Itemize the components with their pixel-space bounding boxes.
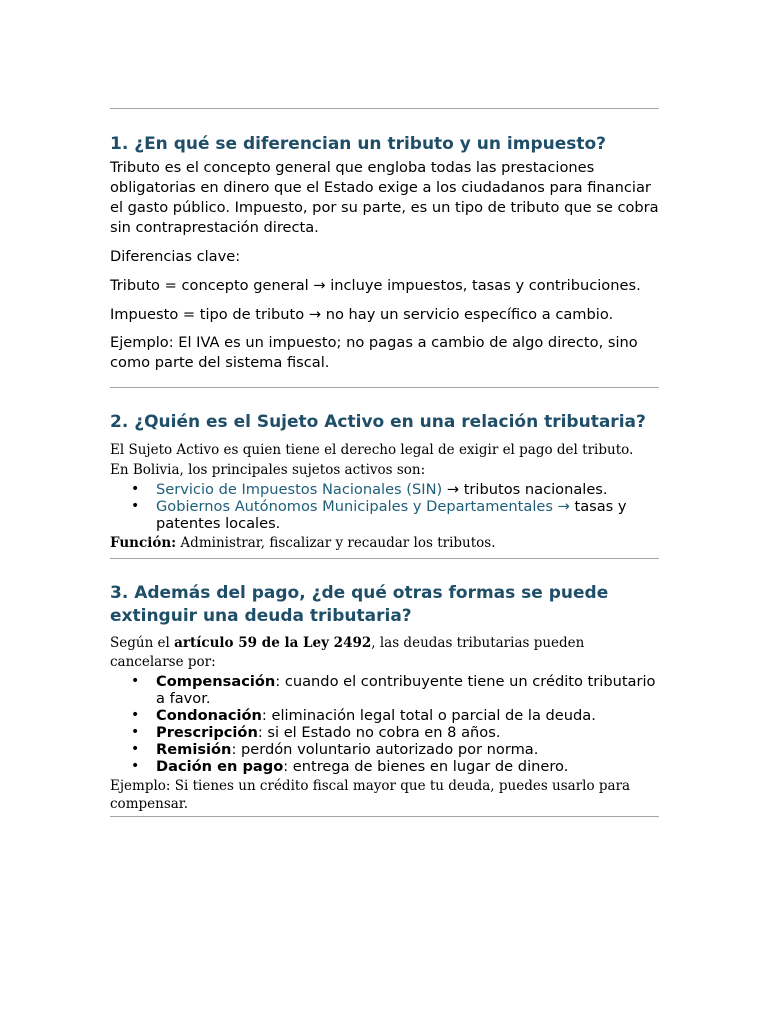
section-3	[110, 559, 659, 813]
term-description: : cuando el contribuyente tiene un crédito tributario a favor.	[156, 673, 656, 707]
section-2	[110, 388, 659, 553]
section-1-paragraph: Tributo es el concepto general que engloba todas las prestaciones obligatorias en dinero que el Estado exige a los ciudadanos para financiar el gasto público. Impuesto, por su parte, es un tipo de tributo que se cobra sin contraprestación directa.	[110, 159, 659, 236]
bullet: •	[131, 724, 140, 740]
law-reference: artículo 59 de la Ley 2492	[174, 635, 372, 651]
list-item	[110, 724, 659, 741]
list-item	[110, 481, 659, 498]
extinction-forms-list	[110, 673, 659, 775]
intro-text: , las deudas tributarias pueden cancelarse por:	[110, 635, 585, 670]
term: Prescripción	[156, 724, 258, 741]
list-item	[110, 498, 659, 532]
term: Remisión	[156, 741, 232, 758]
term-description: : entrega de bienes en lugar de dinero.	[283, 758, 569, 775]
section-3-heading: 3. Además del pago, ¿de qué otras formas se puede extinguir una deuda tributaria?	[110, 583, 609, 626]
section-3-example: Ejemplo: Si tienes un crédito fiscal mayor que tu deuda, puedes usarlo para compensar.	[110, 778, 631, 812]
section-divider	[110, 816, 659, 817]
term-description: : si el Estado no cobra en 8 años.	[257, 724, 501, 741]
list-item	[110, 707, 659, 724]
gobiernos-link[interactable]: Gobiernos Autónomos Municipales y Departamentales →	[156, 498, 570, 515]
bullet: •	[131, 741, 140, 757]
section-2-function	[110, 534, 659, 553]
bullet: •	[131, 707, 140, 723]
list-item-text: tasas y patentes locales.	[156, 498, 627, 532]
section-2-heading: 2. ¿Quién es el Sujeto Activo en una relación tributaria?	[110, 412, 646, 432]
section-1-difference-tributo: Tributo = concepto general → incluye impuestos, tasas y contribuciones.	[110, 277, 641, 294]
term: Compensación	[156, 673, 276, 690]
bullet: •	[131, 481, 140, 497]
term: Dación en pago	[156, 758, 284, 775]
intro-text: Según el	[110, 635, 175, 651]
section-1	[110, 109, 659, 373]
list-item	[110, 758, 659, 775]
document-page	[110, 108, 659, 817]
bullet: •	[131, 673, 140, 689]
bullet: •	[131, 758, 140, 774]
term: Condonación	[156, 707, 262, 724]
function-text: Administrar, fiscalizar y recaudar los tributos.	[176, 535, 496, 551]
section-1-subheading: Diferencias clave:	[110, 248, 241, 265]
section-2-definition: El Sujeto Activo es quien tiene el derecho legal de exigir el pago del tributo.	[110, 442, 634, 458]
section-1-example: Ejemplo: El IVA es un impuesto; no pagas a cambio de algo directo, sino como parte del sistema fiscal.	[110, 334, 638, 371]
list-item-text: → tributos nacionales.	[442, 481, 608, 498]
section-2-intro: En Bolivia, los principales sujetos activos son:	[110, 462, 426, 478]
sin-link[interactable]: Servicio de Impuestos Nacionales (SIN)	[156, 481, 443, 498]
term-description: : eliminación legal total o parcial de la deuda.	[261, 707, 596, 724]
section-1-difference-impuesto: Impuesto = tipo de tributo → no hay un servicio específico a cambio.	[110, 306, 614, 323]
function-label: Función:	[110, 535, 177, 551]
term-description: : perdón voluntario autorizado por norma.	[231, 741, 539, 758]
section-3-intro	[110, 634, 659, 672]
bullet: •	[131, 498, 140, 514]
active-subjects-list	[110, 481, 659, 532]
list-item	[110, 741, 659, 758]
list-item	[110, 673, 659, 707]
section-1-heading: 1. ¿En qué se diferencian un tributo y un impuesto?	[110, 134, 607, 154]
